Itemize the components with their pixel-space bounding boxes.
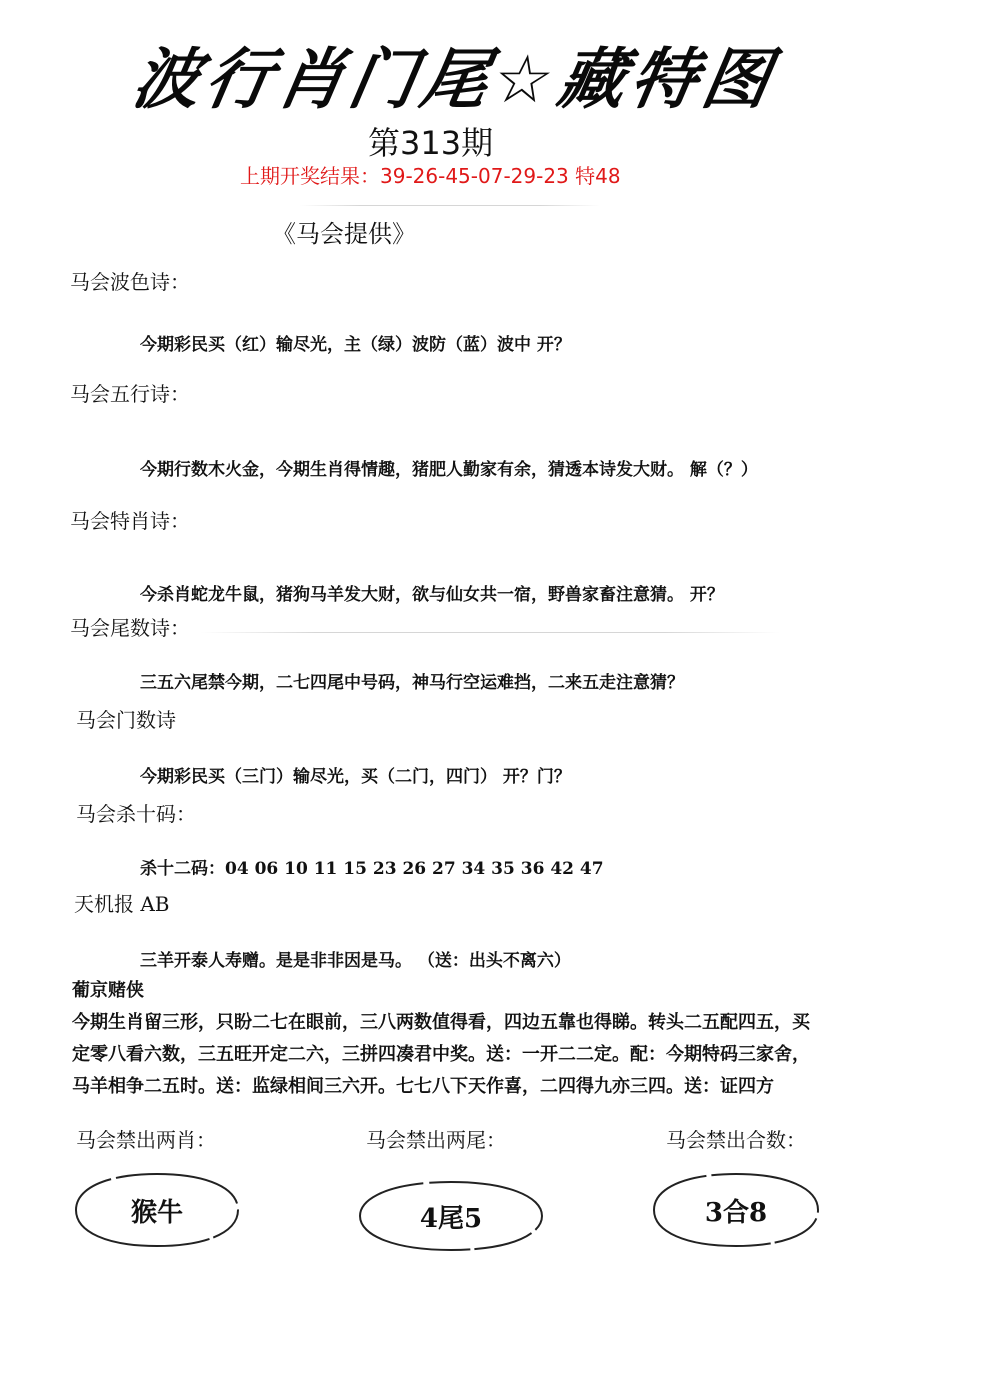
section-text-door-number: 今期彩民买（三门）输尽光，买（二门，四门） 开？门？ — [140, 767, 571, 787]
section-heading-tail-number: 马会尾数诗： — [70, 616, 190, 640]
ban-value-zodiac: 猴牛 — [130, 1197, 183, 1228]
page-title: 波行肖门尾☆藏特图 — [127, 41, 782, 118]
section-text-wave-color: 今期彩民买（红）输尽光，主（绿）波防（蓝）波中 开？ — [140, 335, 571, 355]
ban-label-tail: 马会禁出两尾： — [366, 1128, 506, 1152]
ban-value-sum: 3合8 — [704, 1197, 768, 1228]
last-result: 上期开奖结果：39-26-45-07-29-23 特48 — [240, 164, 621, 188]
section-text-tail-number: 三五六尾禁今期，二七四尾中号码，神马行空运难挡，二来五走注意猜？ — [140, 673, 684, 693]
divider — [300, 205, 600, 206]
issue-number: 第313期 — [368, 124, 494, 162]
pujing-line: 马羊相争二五时。送：监绿相间三六开。七七八下天作喜，二四得九亦三四。送：证四方 — [72, 1076, 774, 1097]
section-heading-door-number: 马会门数诗 — [76, 708, 176, 732]
section-heading-wave-color: 马会波色诗： — [70, 270, 190, 294]
divider — [200, 632, 780, 633]
section-heading-special-zodiac: 马会特肖诗： — [70, 509, 190, 533]
section-heading-pujing: 葡京赌侠 — [72, 980, 144, 1001]
section-heading-tianji: 天机报 AB — [74, 892, 170, 916]
pujing-line: 定零八看六数，三五旺开定二六，三拼四凑君中奖。送：一开二二定。配：今期特码三家舍， — [72, 1044, 810, 1065]
section-text-kill-codes: 杀十二码：04 06 10 11 15 23 26 27 34 35 36 42 47 — [140, 859, 604, 879]
ban-oval-zodiac — [72, 1170, 242, 1250]
ban-oval-tail — [356, 1178, 546, 1254]
ban-oval-sum — [650, 1170, 822, 1250]
pujing-line: 今期生肖留三形，只盼二七在眼前，三八两数值得看，四边五靠也得睇。转头二五配四五，买 — [72, 1012, 810, 1033]
ban-value-tail: 4尾5 — [419, 1203, 483, 1234]
section-heading-kill-codes: 马会杀十码： — [76, 802, 196, 826]
section-heading-five-elements: 马会五行诗： — [70, 382, 190, 406]
section-text-five-elements: 今期行数木火金，今期生肖得情趣，猪肥人勤家有余，猜透本诗发大财。 解（？） — [140, 460, 758, 480]
ban-label-zodiac: 马会禁出两肖： — [76, 1128, 216, 1152]
provider-label: 《马会提供》 — [272, 220, 416, 248]
ban-label-sum: 马会禁出合数： — [666, 1128, 806, 1152]
section-text-special-zodiac: 今杀肖蛇龙牛鼠，猪狗马羊发大财，欲与仙女共一宿，野兽家畜注意猜。 开？ — [140, 585, 724, 605]
section-text-tianji: 三羊开泰人寿赠。是是非非因是马。 （送：出头不离六） — [140, 951, 571, 971]
